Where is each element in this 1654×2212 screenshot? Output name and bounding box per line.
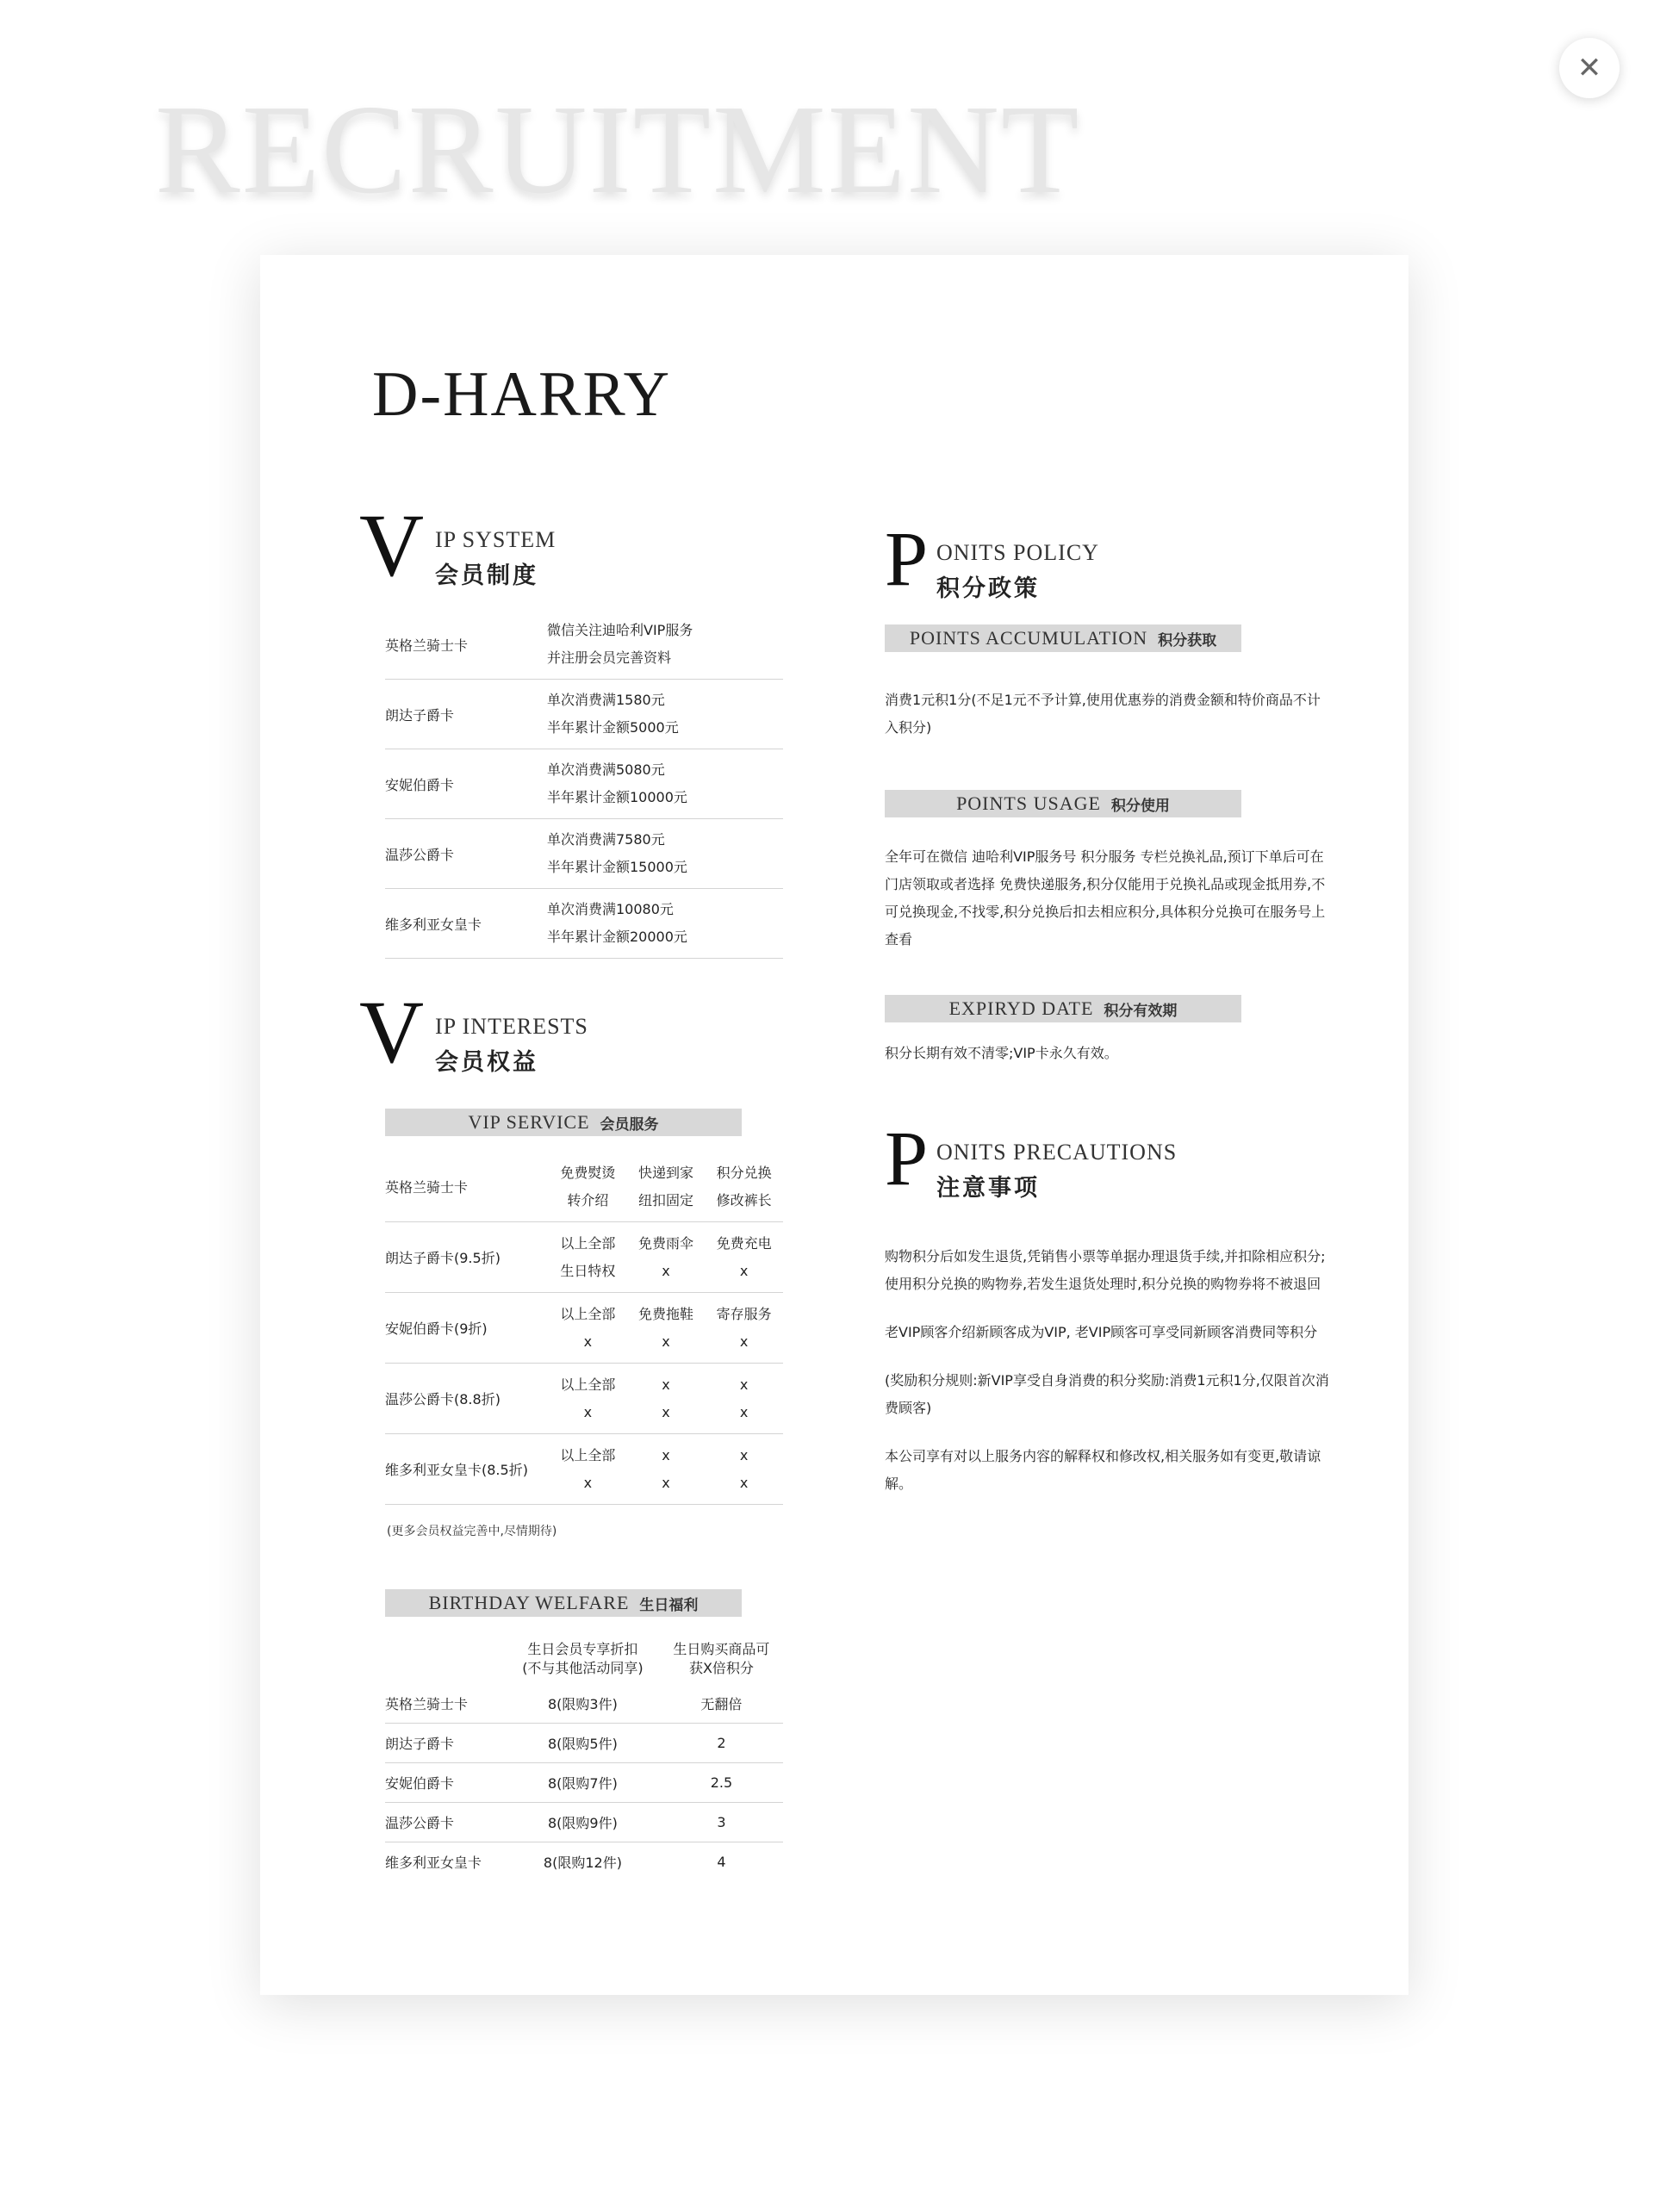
points-precautions-heading (885, 1116, 1333, 1205)
col-header-discount: 生日会员专享折扣 (不与其他活动同享) (522, 1641, 644, 1676)
service-note: (更多会员权益完善中,尽情期待) (387, 1525, 557, 1538)
usage-text: 全年可在微信 迪哈利VIP服务号 积分服务 专栏兑换礼品,预订下单后可在门店领取或者选择 免费快递服务,积分仅能用于兑换礼品或现金抵用券,不可兑换现金,不找零,积分兑换后扣去相应积分,具体积分兑换可在服务号上查看 (885, 848, 1326, 948)
card-name: 维多利亚女皇卡(8.5折) (385, 1434, 549, 1505)
table-row: 英格兰骑士卡 8(限购3件) 无翻倍 (385, 1684, 783, 1724)
card-name: 英格兰骑士卡 (385, 1152, 549, 1222)
points-usage-band: POINTS USAGE 积分使用 (885, 790, 1241, 817)
table-row (385, 819, 783, 889)
card-requirement: 单次消费满10080元 半年累计金额20000元 (547, 889, 783, 959)
precaution-paragraph: 老VIP顾客介绍新顾客成为VIP, 老VIP顾客可享受同新顾客消费同等积分 (885, 1324, 1318, 1340)
heading-cn: 注意事项 (936, 1175, 1040, 1202)
points-accumulation-band: POINTS ACCUMULATION 积分获取 (885, 624, 1241, 652)
heading-cn: 积分政策 (936, 575, 1040, 602)
card-name: 安妮伯爵卡(9折) (385, 1293, 549, 1364)
birthday-welfare-table (385, 1634, 783, 1881)
expiry-date-band: EXPIRYD DATE 积分有效期 (885, 995, 1241, 1022)
right-column (885, 517, 1333, 1498)
card-requirement: 单次消费满5080元 半年累计金额10000元 (547, 749, 783, 819)
vip-system-heading (359, 496, 807, 595)
card-name: 安妮伯爵卡 (385, 749, 547, 819)
heading-initial: V (359, 496, 425, 595)
heading-initial: P (885, 1116, 929, 1202)
table-row: 温莎公爵卡(8.8折) 以上全部 x x x x x (385, 1364, 783, 1434)
card-name: 温莎公爵卡 (385, 819, 547, 889)
card-requirement: 单次消费满1580元 半年累计金额5000元 (547, 680, 783, 749)
vip-interests-heading (359, 983, 807, 1082)
table-row (385, 610, 783, 680)
col-header-points: 生日购买商品可 获X倍积分 (673, 1641, 770, 1676)
card-name: 朗达子爵卡 (385, 680, 547, 749)
card-name: 朗达子爵卡(9.5折) (385, 1222, 549, 1293)
brand-logo: D-HARRY (372, 359, 672, 430)
precaution-paragraph: 购物积分后如发生退货,凭销售小票等单据办理退货手续,并扣除相应积分;使用积分兑换的购物券,若发生退货处理时,积分兑换的购物券将不被退回 (885, 1248, 1326, 1292)
table-row: 安妮伯爵卡(9折) 以上全部 x 免费拖鞋 x 寄存服务 x (385, 1293, 783, 1364)
vip-service-table (385, 1152, 783, 1505)
expiry-text: 积分长期有效不清零;VIP卡永久有效。 (885, 1045, 1118, 1061)
card-name: 温莎公爵卡(8.8折) (385, 1364, 549, 1434)
birthday-welfare-band: BIRTHDAY WELFARE 生日福利 (385, 1589, 742, 1617)
precaution-paragraph: 本公司享有对以上服务内容的解释权和修改权,相关服务如有变更,敬请谅解。 (885, 1448, 1321, 1492)
close-icon[interactable]: ✕ (1559, 38, 1620, 98)
heading-en: IP SYSTEM (435, 527, 557, 552)
table-row: 朗达子爵卡 8(限购5件) 2 (385, 1724, 783, 1763)
background-title: RECRUITMENT (155, 79, 1081, 221)
heading-initial: V (359, 983, 425, 1082)
table-row (385, 749, 783, 819)
left-column (359, 496, 807, 1881)
vip-info-card (260, 255, 1408, 1995)
card-name: 英格兰骑士卡 (385, 610, 547, 680)
heading-en: ONITS POLICY (936, 540, 1099, 565)
card-requirement: 单次消费满7580元 半年累计金额15000元 (547, 819, 783, 889)
table-row: 维多利亚女皇卡 8(限购12件) 4 (385, 1854, 726, 1871)
accumulation-text: 消费1元积1分(不足1元不予计算,使用优惠券的消费金额和特价商品不计入积分) (885, 692, 1321, 736)
table-header-row (385, 1634, 783, 1684)
heading-cn: 会员权益 (435, 1049, 538, 1076)
heading-initial: P (885, 517, 929, 602)
points-policy-heading (885, 517, 1333, 606)
table-row: 安妮伯爵卡 8(限购7件) 2.5 (385, 1763, 783, 1803)
card-requirement: 微信关注迪哈利VIP服务 并注册会员完善资料 (547, 610, 783, 680)
vip-service-band: VIP SERVICE 会员服务 (385, 1109, 742, 1136)
table-row: 温莎公爵卡 8(限购9件) 3 (385, 1803, 783, 1842)
table-row: 英格兰骑士卡 免费熨烫 转介绍 快递到家 纽扣固定 积分兑换 修改裤长 (385, 1152, 783, 1222)
heading-en: IP INTERESTS (435, 1014, 588, 1039)
card-name: 维多利亚女皇卡 (385, 889, 547, 959)
heading-cn: 会员制度 (435, 562, 538, 589)
vip-system-table (385, 610, 783, 959)
table-row (385, 889, 783, 959)
table-row: 维多利亚女皇卡(8.5折) 以上全部 x x x x x (385, 1434, 783, 1505)
heading-en: ONITS PRECAUTIONS (936, 1140, 1178, 1165)
precaution-paragraph: (奖励积分规则:新VIP享受自身消费的积分奖励:消费1元积1分,仅限首次消费顾客) (885, 1372, 1329, 1416)
table-row (385, 680, 783, 749)
table-row: 朗达子爵卡(9.5折) 以上全部 生日特权 免费雨伞 x 免费充电 x (385, 1222, 783, 1293)
